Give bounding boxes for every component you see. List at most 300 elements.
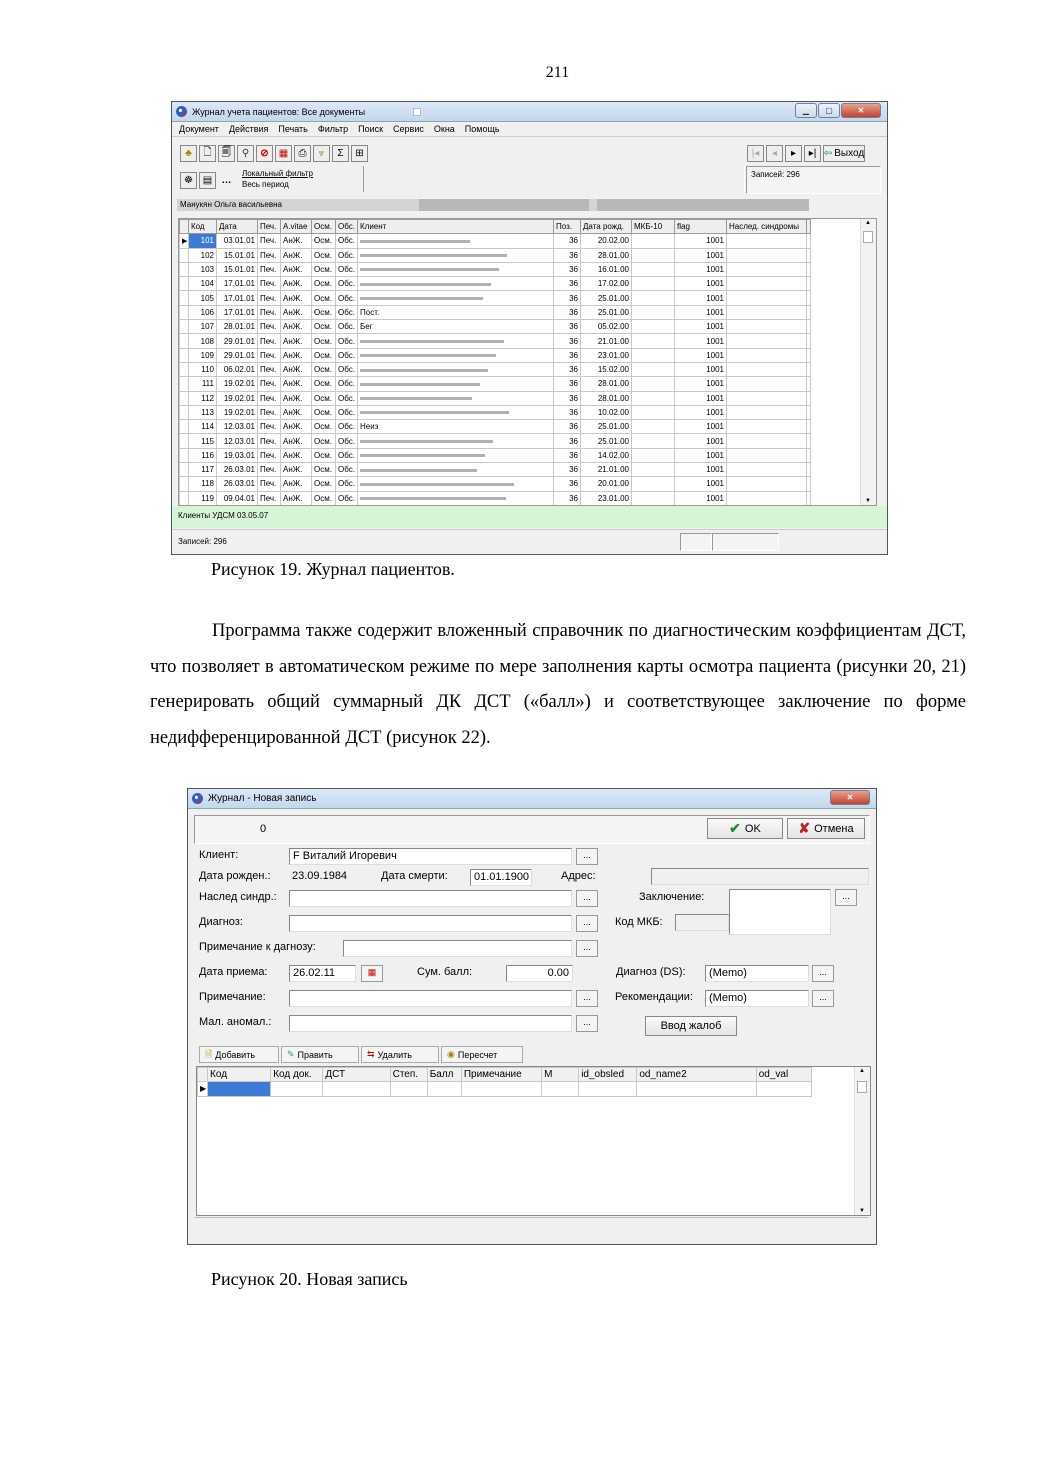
table-cell[interactable]: 115 xyxy=(189,434,217,448)
table-cell[interactable]: 28.01.01 xyxy=(217,320,258,334)
table-cell[interactable] xyxy=(358,391,554,405)
table-cell[interactable]: АнЖ. xyxy=(281,277,312,291)
table-row[interactable] xyxy=(180,463,811,477)
last-record-icon[interactable]: ▸| xyxy=(804,145,821,162)
table-row[interactable] xyxy=(180,305,811,319)
client-field[interactable]: F Виталий Игоревич xyxy=(289,848,572,865)
table-cell[interactable]: 1001 xyxy=(675,305,727,319)
hereditary-field[interactable] xyxy=(289,890,572,907)
menu-document[interactable]: Документ xyxy=(179,124,219,134)
table-cell[interactable]: Обс. xyxy=(336,305,358,319)
table-cell[interactable] xyxy=(632,477,675,491)
table-cell[interactable] xyxy=(358,377,554,391)
column-header[interactable]: Поз. xyxy=(554,220,581,234)
table-row[interactable] xyxy=(180,234,811,248)
table-row[interactable] xyxy=(180,377,811,391)
table-row[interactable] xyxy=(180,334,811,348)
table-cell[interactable]: 17.01.01 xyxy=(217,291,258,305)
table-cell[interactable]: АнЖ. xyxy=(281,262,312,276)
table-cell[interactable]: 28.01.00 xyxy=(581,377,632,391)
table-cell[interactable]: 36 xyxy=(554,362,581,376)
table-cell[interactable]: 1001 xyxy=(675,348,727,362)
table-cell[interactable]: 1001 xyxy=(675,477,727,491)
table-cell[interactable] xyxy=(358,491,554,505)
table-row[interactable] xyxy=(180,348,811,362)
table-cell[interactable]: АнЖ. xyxy=(281,391,312,405)
table-cell[interactable]: АнЖ. xyxy=(281,420,312,434)
ds-lookup-button[interactable]: ... xyxy=(812,965,834,982)
table-cell[interactable]: 15.01.01 xyxy=(217,248,258,262)
table-row[interactable] xyxy=(180,434,811,448)
table-row[interactable] xyxy=(180,320,811,334)
dst-cell[interactable] xyxy=(271,1082,323,1096)
table-cell[interactable] xyxy=(358,434,554,448)
dst-row[interactable] xyxy=(198,1082,812,1096)
table-cell[interactable]: 36 xyxy=(554,463,581,477)
table-cell[interactable] xyxy=(727,348,807,362)
ds-field[interactable]: (Memo) xyxy=(705,965,809,982)
table-cell[interactable]: Осм. xyxy=(312,305,336,319)
table-row[interactable] xyxy=(180,477,811,491)
table-cell[interactable]: Обс. xyxy=(336,277,358,291)
table-cell[interactable]: Осм. xyxy=(312,405,336,419)
table-cell[interactable]: 17.02.00 xyxy=(581,277,632,291)
table-row[interactable] xyxy=(180,291,811,305)
export-icon[interactable]: ⊞ xyxy=(351,145,368,162)
icd-field[interactable] xyxy=(675,914,729,931)
table-cell[interactable]: 105 xyxy=(189,291,217,305)
table-cell[interactable]: Печ. xyxy=(258,477,281,491)
table-cell[interactable]: 102 xyxy=(189,248,217,262)
table-cell[interactable]: 19.02.01 xyxy=(217,377,258,391)
table-cell[interactable]: 17.01.01 xyxy=(217,277,258,291)
table-cell[interactable]: 118 xyxy=(189,477,217,491)
table-row[interactable] xyxy=(180,391,811,405)
table-cell[interactable]: Печ. xyxy=(258,391,281,405)
table-cell[interactable]: Неиз xyxy=(358,420,554,434)
table-cell[interactable] xyxy=(632,377,675,391)
table-cell[interactable]: Печ. xyxy=(258,463,281,477)
menu-actions[interactable]: Действия xyxy=(228,124,269,134)
column-header[interactable]: A.vitae xyxy=(281,220,312,234)
diagnosis-lookup-button[interactable]: ... xyxy=(576,915,598,932)
more-button[interactable]: … xyxy=(221,174,232,186)
table-cell[interactable]: 112 xyxy=(189,391,217,405)
table-cell[interactable]: 20.01.00 xyxy=(581,477,632,491)
table-cell[interactable]: 14.02.00 xyxy=(581,448,632,462)
table-row[interactable] xyxy=(180,277,811,291)
table-cell[interactable]: Осм. xyxy=(312,348,336,362)
table-cell[interactable]: 119 xyxy=(189,491,217,505)
table-cell[interactable]: 36 xyxy=(554,420,581,434)
add-button[interactable] xyxy=(199,1046,279,1063)
table-cell[interactable]: Осм. xyxy=(312,291,336,305)
edit-button[interactable] xyxy=(281,1046,359,1063)
table-cell[interactable]: Обс. xyxy=(336,420,358,434)
client-lookup-button[interactable]: ... xyxy=(576,848,598,865)
table-cell[interactable]: АнЖ. xyxy=(281,305,312,319)
filter-link[interactable]: Локальный фильтр xyxy=(242,169,313,178)
table-cell[interactable]: Печ. xyxy=(258,277,281,291)
table-row[interactable] xyxy=(180,362,811,376)
table-cell[interactable]: 106 xyxy=(189,305,217,319)
column-header[interactable]: Балл xyxy=(427,1068,461,1082)
table-cell[interactable]: Печ. xyxy=(258,420,281,434)
scroll-up-icon[interactable]: ▲ xyxy=(865,220,871,226)
table-cell[interactable]: 17.01.01 xyxy=(217,305,258,319)
scroll-down-icon[interactable]: ▼ xyxy=(865,498,871,504)
column-header[interactable]: flag xyxy=(675,220,727,234)
table-cell[interactable]: 25.01.00 xyxy=(581,420,632,434)
column-header[interactable]: Дата xyxy=(217,220,258,234)
dst-scrollbar[interactable] xyxy=(854,1067,870,1215)
table-cell[interactable]: 1001 xyxy=(675,277,727,291)
table-cell[interactable]: Печ. xyxy=(258,234,281,248)
table-cell[interactable]: Обс. xyxy=(336,362,358,376)
table-cell[interactable]: 36 xyxy=(554,234,581,248)
table-cell[interactable] xyxy=(632,420,675,434)
table-cell[interactable]: Обс. xyxy=(336,320,358,334)
recalc-button[interactable] xyxy=(441,1046,523,1063)
table-cell[interactable]: АнЖ. xyxy=(281,463,312,477)
table-cell[interactable] xyxy=(632,434,675,448)
table-cell[interactable]: 113 xyxy=(189,405,217,419)
table-cell[interactable]: Обс. xyxy=(336,262,358,276)
table-cell[interactable]: АнЖ. xyxy=(281,320,312,334)
table-cell[interactable] xyxy=(727,291,807,305)
table-cell[interactable] xyxy=(358,448,554,462)
table-cell[interactable]: Осм. xyxy=(312,234,336,248)
table-cell[interactable]: Обс. xyxy=(336,377,358,391)
dst-cell[interactable] xyxy=(427,1082,461,1096)
table-cell[interactable]: Печ. xyxy=(258,334,281,348)
table-cell[interactable]: Осм. xyxy=(312,434,336,448)
dst-cell[interactable] xyxy=(208,1082,271,1096)
table-cell[interactable]: 20.02.00 xyxy=(581,234,632,248)
table-cell[interactable]: 1001 xyxy=(675,248,727,262)
table-cell[interactable] xyxy=(727,391,807,405)
table-cell[interactable]: 19.02.01 xyxy=(217,391,258,405)
table-cell[interactable]: 111 xyxy=(189,377,217,391)
column-header[interactable]: Степ. xyxy=(390,1068,427,1082)
table-cell[interactable]: 25.01.00 xyxy=(581,434,632,448)
find-icon[interactable]: ⚲ xyxy=(237,145,254,162)
column-header[interactable]: МКБ-10 xyxy=(632,220,675,234)
table-cell[interactable]: 10.02.00 xyxy=(581,405,632,419)
printer-icon[interactable]: ⎙ xyxy=(294,145,311,162)
note-field[interactable] xyxy=(289,990,572,1007)
table-cell[interactable]: Печ. xyxy=(258,491,281,505)
table-cell[interactable] xyxy=(632,391,675,405)
table-cell[interactable] xyxy=(727,434,807,448)
table-cell[interactable]: АнЖ. xyxy=(281,348,312,362)
table-cell[interactable]: 12.03.01 xyxy=(217,420,258,434)
dst-cell[interactable] xyxy=(323,1082,390,1096)
table-cell[interactable]: Обс. xyxy=(336,463,358,477)
table-cell[interactable]: Печ. xyxy=(258,405,281,419)
column-header[interactable]: Клиент xyxy=(358,220,554,234)
birth-date-field[interactable]: 23.09.1984 xyxy=(292,870,348,882)
dst-cell[interactable] xyxy=(542,1082,579,1096)
grid-scrollbar[interactable] xyxy=(860,219,876,505)
table-cell[interactable]: 107 xyxy=(189,320,217,334)
table-cell[interactable]: 1001 xyxy=(675,420,727,434)
anomaly-field[interactable] xyxy=(289,1015,572,1032)
table-cell[interactable]: Обс. xyxy=(336,248,358,262)
death-date-field[interactable]: 01.01.1900 xyxy=(470,869,532,886)
scroll-up-icon[interactable]: ▲ xyxy=(859,1068,865,1074)
table-cell[interactable]: 36 xyxy=(554,491,581,505)
table-cell[interactable]: Осм. xyxy=(312,248,336,262)
table-cell[interactable]: 110 xyxy=(189,362,217,376)
table-cell[interactable]: 36 xyxy=(554,405,581,419)
table-cell[interactable] xyxy=(358,291,554,305)
cancel-button[interactable] xyxy=(787,818,865,839)
table-cell[interactable] xyxy=(727,491,807,505)
column-header[interactable]: М xyxy=(542,1068,579,1082)
column-header[interactable]: Код xyxy=(189,220,217,234)
table-cell[interactable]: 36 xyxy=(554,377,581,391)
calendar-icon[interactable]: ▤ xyxy=(199,172,216,189)
table-cell[interactable] xyxy=(632,305,675,319)
table-cell[interactable]: Печ. xyxy=(258,305,281,319)
table-cell[interactable] xyxy=(358,348,554,362)
minimize-button[interactable]: ▁ xyxy=(795,103,817,118)
table-cell[interactable] xyxy=(632,405,675,419)
table-cell[interactable]: 114 xyxy=(189,420,217,434)
table-cell[interactable]: 03.01.01 xyxy=(217,234,258,248)
column-header[interactable]: od_val xyxy=(756,1068,811,1082)
table-cell[interactable]: Печ. xyxy=(258,377,281,391)
table-cell[interactable]: 21.01.00 xyxy=(581,463,632,477)
delete-button[interactable] xyxy=(361,1046,439,1063)
table-cell[interactable]: Обс. xyxy=(336,491,358,505)
table-cell[interactable]: АнЖ. xyxy=(281,248,312,262)
table-cell[interactable]: Осм. xyxy=(312,477,336,491)
table-cell[interactable]: 1001 xyxy=(675,262,727,276)
filter-settings-icon[interactable]: ☸ xyxy=(180,172,197,189)
table-cell[interactable] xyxy=(358,405,554,419)
table-cell[interactable]: 26.03.01 xyxy=(217,477,258,491)
menu-service[interactable]: Сервис xyxy=(393,124,424,134)
table-cell[interactable]: 1001 xyxy=(675,463,727,477)
table-cell[interactable] xyxy=(727,277,807,291)
dst-cell[interactable] xyxy=(637,1082,756,1096)
table-cell[interactable]: 05.02.00 xyxy=(581,320,632,334)
column-header[interactable]: Код док. xyxy=(271,1068,323,1082)
table-cell[interactable]: АнЖ. xyxy=(281,234,312,248)
table-row[interactable] xyxy=(180,262,811,276)
table-cell[interactable]: 19.02.01 xyxy=(217,405,258,419)
table-cell[interactable]: 36 xyxy=(554,291,581,305)
table-cell[interactable]: Печ. xyxy=(258,362,281,376)
visit-date-field[interactable]: 26.02.11 xyxy=(289,965,356,982)
new-doc-icon[interactable]: ♣ xyxy=(180,145,197,162)
table-cell[interactable]: 36 xyxy=(554,277,581,291)
table-cell[interactable]: 36 xyxy=(554,391,581,405)
table-cell[interactable]: 36 xyxy=(554,477,581,491)
table-row[interactable] xyxy=(180,420,811,434)
table-cell[interactable] xyxy=(632,334,675,348)
table-cell[interactable]: 104 xyxy=(189,277,217,291)
close-button[interactable]: ✕ xyxy=(841,103,881,118)
table-cell[interactable]: Осм. xyxy=(312,448,336,462)
recommendations-field[interactable]: (Memo) xyxy=(705,990,809,1007)
table-cell[interactable] xyxy=(727,334,807,348)
table-cell[interactable]: 23.01.00 xyxy=(581,348,632,362)
note-lookup-button[interactable]: ... xyxy=(576,990,598,1007)
table-cell[interactable] xyxy=(632,248,675,262)
dst-cell[interactable] xyxy=(579,1082,637,1096)
dst-cell[interactable] xyxy=(461,1082,541,1096)
recommendations-lookup-button[interactable]: ... xyxy=(812,990,834,1007)
table-cell[interactable] xyxy=(632,262,675,276)
table-cell[interactable]: Обс. xyxy=(336,234,358,248)
exit-button[interactable] xyxy=(823,145,865,162)
table-cell[interactable]: 101 xyxy=(189,234,217,248)
table-cell[interactable]: 12.03.01 xyxy=(217,434,258,448)
table-cell[interactable]: Обс. xyxy=(336,477,358,491)
table-cell[interactable]: Обс. xyxy=(336,391,358,405)
table-cell[interactable] xyxy=(727,362,807,376)
scroll-down-icon[interactable]: ▼ xyxy=(859,1208,865,1214)
table-cell[interactable]: 36 xyxy=(554,248,581,262)
ok-button[interactable] xyxy=(707,818,783,839)
first-record-icon[interactable]: |◂ xyxy=(747,145,764,162)
table-cell[interactable] xyxy=(358,477,554,491)
dst-cell[interactable] xyxy=(756,1082,811,1096)
table-cell[interactable]: 29.01.01 xyxy=(217,348,258,362)
table-cell[interactable] xyxy=(632,348,675,362)
table-cell[interactable]: Обс. xyxy=(336,434,358,448)
table-cell[interactable]: 116 xyxy=(189,448,217,462)
score-field[interactable]: 0.00 xyxy=(506,965,573,982)
table-row[interactable] xyxy=(180,448,811,462)
table-cell[interactable] xyxy=(358,262,554,276)
table-cell[interactable]: АнЖ. xyxy=(281,448,312,462)
table-cell[interactable]: Обс. xyxy=(336,291,358,305)
table-cell[interactable]: 36 xyxy=(554,448,581,462)
table-cell[interactable]: Осм. xyxy=(312,420,336,434)
table-cell[interactable] xyxy=(727,448,807,462)
table-cell[interactable]: 09.04.01 xyxy=(217,491,258,505)
column-header[interactable]: Код xyxy=(208,1068,271,1082)
menu-help[interactable]: Помощь xyxy=(464,124,500,134)
table-cell[interactable]: АнЖ. xyxy=(281,434,312,448)
table-cell[interactable] xyxy=(727,262,807,276)
table-cell[interactable] xyxy=(632,463,675,477)
delete-icon[interactable]: ⊘ xyxy=(256,145,273,162)
diag-note-field[interactable] xyxy=(343,940,572,957)
table-cell[interactable] xyxy=(358,463,554,477)
table-cell[interactable] xyxy=(632,362,675,376)
table-cell[interactable]: 19.03.01 xyxy=(217,448,258,462)
table-cell[interactable]: 21.01.00 xyxy=(581,334,632,348)
dst-cell[interactable] xyxy=(390,1082,427,1096)
table-cell[interactable]: 16.01.00 xyxy=(581,262,632,276)
table-cell[interactable] xyxy=(358,248,554,262)
table-cell[interactable]: 108 xyxy=(189,334,217,348)
table-cell[interactable]: 36 xyxy=(554,262,581,276)
table-cell[interactable] xyxy=(632,291,675,305)
next-record-icon[interactable]: ▸ xyxy=(785,145,802,162)
maximize-button[interactable]: ▢ xyxy=(818,103,840,118)
column-header[interactable]: id_obsled xyxy=(579,1068,637,1082)
table-cell[interactable]: 23.01.00 xyxy=(581,491,632,505)
table-cell[interactable]: 36 xyxy=(554,348,581,362)
report-icon[interactable]: ▦ xyxy=(275,145,292,162)
table-cell[interactable]: Осм. xyxy=(312,463,336,477)
table-cell[interactable]: АнЖ. xyxy=(281,491,312,505)
table-cell[interactable]: 15.01.01 xyxy=(217,262,258,276)
table-cell[interactable]: Бег xyxy=(358,320,554,334)
menu-print[interactable]: Печать xyxy=(278,124,308,134)
table-cell[interactable]: Осм. xyxy=(312,262,336,276)
table-cell[interactable]: Печ. xyxy=(258,320,281,334)
column-header[interactable]: Примечание xyxy=(461,1068,541,1082)
table-cell[interactable]: Печ. xyxy=(258,348,281,362)
table-cell[interactable]: 109 xyxy=(189,348,217,362)
table-cell[interactable]: АнЖ. xyxy=(281,405,312,419)
table-cell[interactable]: 26.03.01 xyxy=(217,463,258,477)
table-row[interactable] xyxy=(180,248,811,262)
table-cell[interactable]: Осм. xyxy=(312,277,336,291)
calendar-button[interactable]: ▦ xyxy=(361,965,383,982)
table-cell[interactable]: Осм. xyxy=(312,377,336,391)
table-cell[interactable] xyxy=(632,234,675,248)
table-cell[interactable]: 28.01.00 xyxy=(581,248,632,262)
table-cell[interactable]: 28.01.00 xyxy=(581,391,632,405)
prev-record-icon[interactable]: ◂ xyxy=(766,145,783,162)
diag-note-lookup-button[interactable]: ... xyxy=(576,940,598,957)
table-cell[interactable] xyxy=(358,362,554,376)
scroll-thumb[interactable] xyxy=(857,1081,867,1093)
table-cell[interactable] xyxy=(727,420,807,434)
column-header[interactable]: Печ. xyxy=(258,220,281,234)
table-cell[interactable]: Обс. xyxy=(336,334,358,348)
sum-icon[interactable]: Σ xyxy=(332,145,349,162)
table-cell[interactable]: Печ. xyxy=(258,248,281,262)
complaints-button[interactable]: Ввод жалоб xyxy=(645,1016,737,1036)
table-cell[interactable] xyxy=(727,320,807,334)
table-cell[interactable]: 1001 xyxy=(675,391,727,405)
table-cell[interactable]: 25.01.00 xyxy=(581,291,632,305)
table-cell[interactable]: Обс. xyxy=(336,348,358,362)
table-cell[interactable]: 1001 xyxy=(675,334,727,348)
menu-filter[interactable]: Фильтр xyxy=(317,124,349,134)
menu-search[interactable]: Поиск xyxy=(358,124,384,134)
table-cell[interactable] xyxy=(632,491,675,505)
table-cell[interactable]: Осм. xyxy=(312,320,336,334)
hereditary-lookup-button[interactable]: ... xyxy=(576,890,598,907)
table-cell[interactable]: 1001 xyxy=(675,448,727,462)
table-cell[interactable] xyxy=(632,277,675,291)
table-cell[interactable] xyxy=(358,334,554,348)
table-cell[interactable]: Осм. xyxy=(312,491,336,505)
table-cell[interactable]: АнЖ. xyxy=(281,362,312,376)
anomaly-lookup-button[interactable]: ... xyxy=(576,1015,598,1032)
table-cell[interactable]: АнЖ. xyxy=(281,334,312,348)
table-cell[interactable] xyxy=(358,234,554,248)
table-cell[interactable]: АнЖ. xyxy=(281,291,312,305)
table-cell[interactable] xyxy=(727,405,807,419)
table-cell[interactable]: 1001 xyxy=(675,434,727,448)
table-cell[interactable]: 36 xyxy=(554,334,581,348)
table-cell[interactable] xyxy=(358,277,554,291)
address-field[interactable] xyxy=(651,868,869,885)
table-cell[interactable]: 15.02.00 xyxy=(581,362,632,376)
table-cell[interactable]: 29.01.01 xyxy=(217,334,258,348)
